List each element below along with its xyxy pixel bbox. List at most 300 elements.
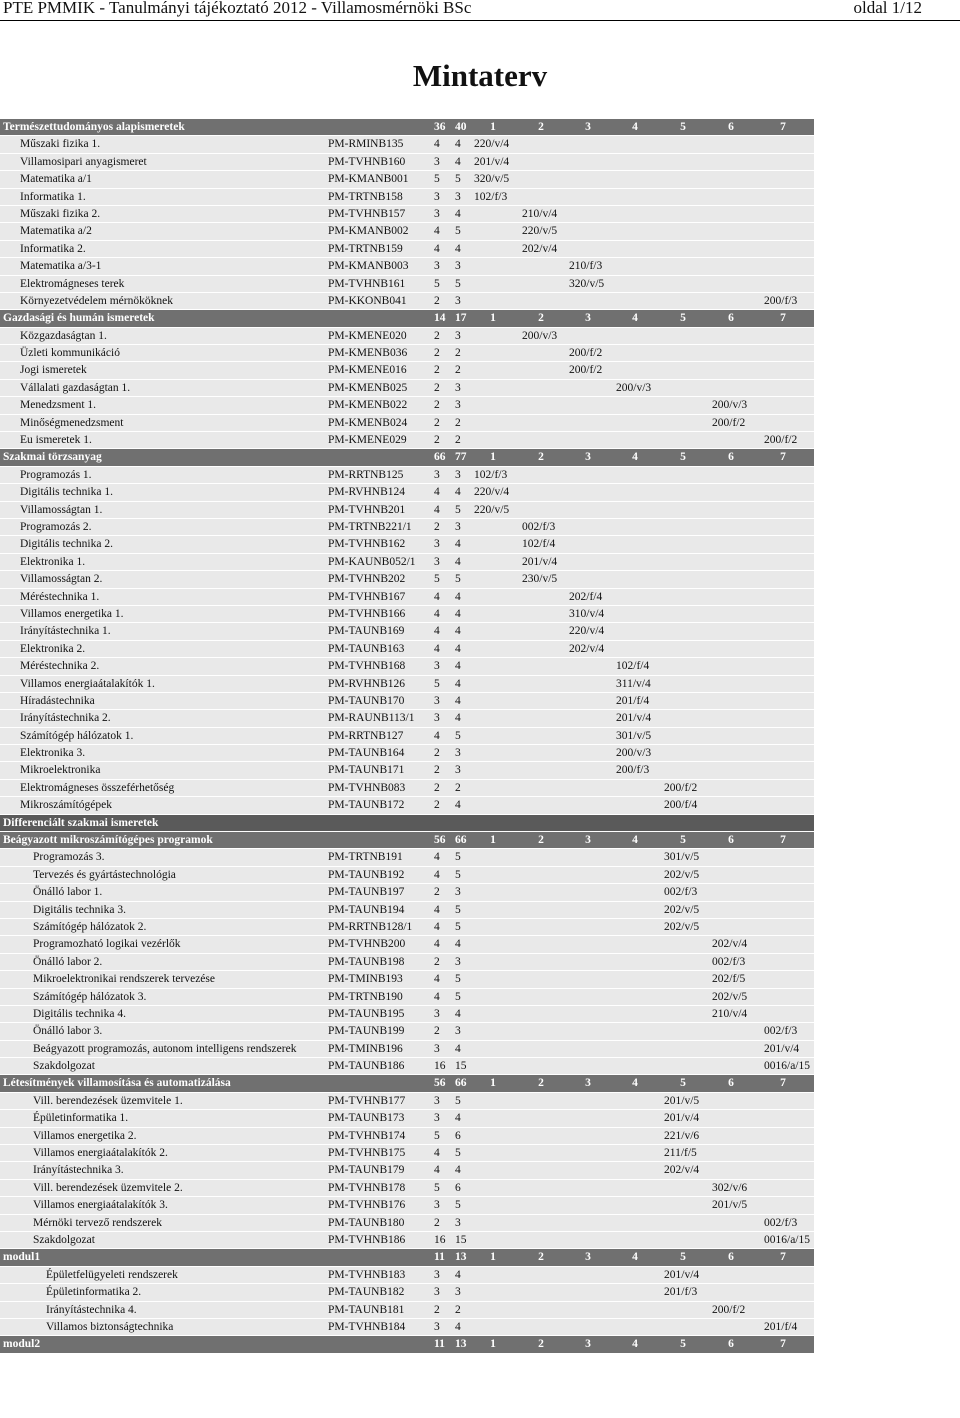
course-credits: 3 <box>434 468 440 481</box>
semester-value: 102/f/3 <box>474 468 508 481</box>
course-name: Vállalati gazdaságtan 1. <box>20 381 131 394</box>
course-hours: 5 <box>455 990 461 1003</box>
course-hours: 2 <box>455 781 461 794</box>
course-code: PM-TAUNB172 <box>328 799 405 812</box>
section-title: Beágyazott mikroszámítógépes programok <box>3 834 213 847</box>
course-name: Épületinformatika 2. <box>46 1286 142 1299</box>
course-hours: 5 <box>455 1147 461 1160</box>
semester-value: 302/v/6 <box>712 1181 748 1194</box>
course-hours: 4 <box>455 555 461 568</box>
course-credits: 4 <box>434 868 440 881</box>
course-credits: 3 <box>434 538 440 551</box>
semester-value: 200/f/2 <box>664 781 698 794</box>
course-hours: 4 <box>455 1007 461 1020</box>
semester-value: 102/f/4 <box>616 660 650 673</box>
course-row <box>0 276 814 293</box>
course-hours: 5 <box>455 1199 461 1212</box>
semester-value: 002/f/3 <box>712 955 746 968</box>
course-row <box>0 415 814 432</box>
semester-header: 7 <box>780 834 786 847</box>
course-name: Önálló labor 2. <box>33 955 103 968</box>
course-credits: 3 <box>434 694 440 707</box>
semester-header: 7 <box>780 1077 786 1090</box>
semester-value: 220/v/5 <box>474 503 510 516</box>
semester-header: 5 <box>680 121 686 133</box>
semester-header: 6 <box>728 451 734 464</box>
course-code: PM-TAUNB173 <box>328 1112 405 1125</box>
course-code: PM-TAUNB171 <box>328 764 405 777</box>
course-row <box>0 936 814 953</box>
course-code: PM-TAUNB199 <box>328 1025 405 1038</box>
course-code: PM-TVHNB166 <box>328 607 406 620</box>
course-hours: 5 <box>455 1094 461 1107</box>
course-name: Villamosságtan 2. <box>20 573 103 586</box>
semester-header: 2 <box>538 1338 544 1351</box>
course-code: PM-TVHNB176 <box>328 1199 406 1212</box>
semester-value: 220/v/5 <box>522 225 558 238</box>
section-hours: 77 <box>455 451 467 464</box>
course-hours: 2 <box>455 434 461 447</box>
course-code: PM-TAUNB163 <box>328 642 405 655</box>
course-credits: 3 <box>434 712 440 725</box>
semester-value: 202/v/5 <box>664 903 700 916</box>
course-row <box>0 467 814 484</box>
course-hours: 3 <box>455 381 461 394</box>
course-name: Épületfelügyeleti rendszerek <box>46 1268 178 1281</box>
course-credits: 4 <box>434 242 440 255</box>
semester-value: 201/f/4 <box>616 694 650 707</box>
course-row <box>0 606 814 623</box>
page-header <box>0 0 960 20</box>
course-name: Méréstechnika 2. <box>20 660 100 673</box>
course-code: PM-KMANB001 <box>328 173 409 186</box>
course-name: Mikroszámítógépek <box>20 799 112 812</box>
course-credits: 2 <box>434 364 440 377</box>
course-row <box>0 1267 814 1284</box>
semester-header: 7 <box>780 1338 786 1351</box>
course-credits: 4 <box>434 625 440 638</box>
course-hours: 4 <box>455 607 461 620</box>
semester-header: 3 <box>585 1338 591 1351</box>
course-row <box>0 989 814 1006</box>
semester-value: 200/v/3 <box>616 381 652 394</box>
semester-value: 202/f/4 <box>569 590 603 603</box>
course-name: Eu ismeretek 1. <box>20 434 92 447</box>
course-hours: 4 <box>455 1164 461 1177</box>
course-code: PM-TRTNB158 <box>328 190 403 203</box>
course-credits: 5 <box>434 573 440 586</box>
course-hours: 5 <box>455 503 461 516</box>
section-title: modul1 <box>3 1251 41 1264</box>
course-credits: 3 <box>434 555 440 568</box>
course-code: PM-TAUNB197 <box>328 886 405 899</box>
course-row <box>0 797 814 814</box>
section-header <box>0 1249 814 1266</box>
course-row <box>0 623 814 640</box>
semester-value: 202/v/4 <box>569 642 605 655</box>
course-row <box>0 328 814 345</box>
course-hours: 3 <box>455 520 461 533</box>
section-title: Gazdasági és humán ismeretek <box>3 312 155 325</box>
course-row <box>0 258 814 275</box>
course-code: PM-KMENE016 <box>328 364 407 377</box>
course-hours: 4 <box>455 207 461 220</box>
course-credits: 2 <box>434 329 440 342</box>
course-credits: 5 <box>434 1129 440 1142</box>
course-code: PM-TVHNB178 <box>328 1181 406 1194</box>
semester-value: 310/v/4 <box>569 607 605 620</box>
course-row <box>0 362 814 379</box>
course-hours: 4 <box>455 1112 461 1125</box>
page-number: oldal 1/12 <box>853 0 922 17</box>
semester-value: 201/v/5 <box>712 1199 748 1212</box>
section-title: Létesítmények villamosítása és automatizálása <box>3 1077 231 1090</box>
semester-value: 201/v/5 <box>664 1094 700 1107</box>
section-hours: 13 <box>455 1251 467 1264</box>
course-credits: 2 <box>434 347 440 360</box>
course-hours: 4 <box>455 538 461 551</box>
course-row <box>0 1093 814 1110</box>
course-hours: 5 <box>455 920 461 933</box>
course-row <box>0 849 814 866</box>
course-hours: 3 <box>455 955 461 968</box>
course-hours: 2 <box>455 416 461 429</box>
course-hours: 5 <box>455 173 461 186</box>
course-credits: 4 <box>434 607 440 620</box>
course-row <box>0 206 814 223</box>
semester-header: 5 <box>680 312 686 325</box>
semester-value: 200/f/2 <box>712 1303 746 1316</box>
semester-header: 5 <box>680 451 686 464</box>
course-name: Méréstechnika 1. <box>20 590 100 603</box>
course-row <box>0 1197 814 1214</box>
course-name: Matematika a/3-1 <box>20 260 102 273</box>
course-code: PM-TMINB196 <box>328 1042 403 1055</box>
course-name: Tervezés és gyártástechnológia <box>33 868 176 881</box>
semester-header: 3 <box>585 1077 591 1090</box>
course-credits: 4 <box>434 1147 440 1160</box>
course-code: PM-RRTNB128/1 <box>328 920 413 933</box>
course-name: Vill. berendezések üzemvitele 1. <box>33 1094 183 1107</box>
semester-value: 200/f/2 <box>569 364 603 377</box>
semester-value: 201/f/3 <box>664 1286 698 1299</box>
course-hours: 5 <box>455 903 461 916</box>
section-credits: 36 <box>434 121 446 133</box>
section-header <box>0 449 814 466</box>
course-code: PM-RAUNB113/1 <box>328 712 415 725</box>
course-code: PM-TVHNB174 <box>328 1129 406 1142</box>
course-hours: 6 <box>455 1129 461 1142</box>
document-title: PTE PMMIK - Tanulmányi tájékoztató 2012 - Villamosmérnöki BSc <box>3 0 472 17</box>
semester-header: 3 <box>585 451 591 464</box>
course-hours: 3 <box>455 329 461 342</box>
course-credits: 2 <box>434 747 440 760</box>
course-name: Vill. berendezések üzemvitele 2. <box>33 1181 183 1194</box>
semester-value: 201/v/4 <box>664 1268 700 1281</box>
semester-header: 1 <box>490 312 496 325</box>
page-title: Mintaterv <box>412 58 548 93</box>
course-hours: 3 <box>455 294 461 307</box>
course-row <box>0 867 814 884</box>
header-rule <box>0 20 960 21</box>
course-hours: 2 <box>455 347 461 360</box>
semester-value: 202/v/5 <box>712 990 748 1003</box>
course-code: PM-KMENB022 <box>328 399 408 412</box>
course-code: PM-TRTNB190 <box>328 990 403 1003</box>
semester-value: 220/v/4 <box>569 625 605 638</box>
course-hours: 3 <box>455 1025 461 1038</box>
course-name: Villamos energetika 2. <box>33 1129 137 1142</box>
semester-value: 201/v/4 <box>764 1042 800 1055</box>
course-name: Minőségmenedzsment <box>20 416 124 429</box>
course-row <box>0 919 814 936</box>
course-row <box>0 536 814 553</box>
semester-value: 002/f/3 <box>664 886 698 899</box>
semester-value: 201/f/4 <box>764 1320 798 1333</box>
course-name: Programozás 1. <box>20 468 92 481</box>
course-row <box>0 380 814 397</box>
course-credits: 4 <box>434 973 440 986</box>
semester-value: 202/v/4 <box>522 242 558 255</box>
course-row <box>0 519 814 536</box>
course-hours: 3 <box>455 886 461 899</box>
course-name: Híradástechnika <box>20 694 95 707</box>
semester-header: 2 <box>538 451 544 464</box>
course-hours: 4 <box>455 1320 461 1333</box>
course-hours: 5 <box>455 225 461 238</box>
course-code: PM-RVHNB126 <box>328 677 406 690</box>
semester-header: 3 <box>585 834 591 847</box>
course-code: PM-TVHNB201 <box>328 503 406 516</box>
course-hours: 4 <box>455 677 461 690</box>
semester-value: 002/f/3 <box>522 520 556 533</box>
semester-header: 5 <box>680 1338 686 1351</box>
course-row <box>0 658 814 675</box>
course-credits: 4 <box>434 590 440 603</box>
course-code: PM-TMINB193 <box>328 973 403 986</box>
section-hours: 40 <box>455 121 467 133</box>
course-hours: 4 <box>455 625 461 638</box>
course-credits: 4 <box>434 1164 440 1177</box>
course-name: Informatika 1. <box>20 190 86 203</box>
semester-value: 200/f/3 <box>764 294 798 307</box>
course-code: PM-RMINB135 <box>328 138 404 151</box>
course-row <box>0 954 814 971</box>
course-name: Villamos energiaátalakítók 2. <box>33 1147 168 1160</box>
semester-value: 202/v/5 <box>664 920 700 933</box>
semester-header: 5 <box>680 1251 686 1264</box>
course-credits: 3 <box>434 1112 440 1125</box>
course-code: PM-KAUNB052/1 <box>328 555 416 568</box>
course-row <box>0 745 814 762</box>
course-hours: 4 <box>455 712 461 725</box>
course-code: PM-KMENB025 <box>328 381 408 394</box>
section-header <box>0 815 814 832</box>
course-credits: 3 <box>434 155 440 168</box>
course-name: Mikroelektronikai rendszerek tervezése <box>33 973 215 986</box>
course-credits: 4 <box>434 729 440 742</box>
semester-header: 4 <box>632 121 638 133</box>
semester-value: 220/v/4 <box>474 486 510 499</box>
course-code: PM-TVHNB184 <box>328 1320 406 1333</box>
course-credits: 2 <box>434 764 440 777</box>
section-title: modul2 <box>3 1338 41 1351</box>
course-code: PM-KMANB003 <box>328 260 409 273</box>
course-name: Programozás 2. <box>20 520 92 533</box>
course-row <box>0 1006 814 1023</box>
course-name: Villamos energiaátalakítók 1. <box>20 677 155 690</box>
course-row <box>0 1319 814 1336</box>
course-row <box>0 1145 814 1162</box>
course-code: PM-TAUNB179 <box>328 1164 405 1177</box>
course-name: Üzleti kommunikáció <box>20 347 120 360</box>
course-hours: 4 <box>455 1042 461 1055</box>
course-name: Programozás 3. <box>33 851 105 864</box>
semester-value: 0016/a/15 <box>764 1234 810 1246</box>
course-row <box>0 189 814 206</box>
semester-header: 7 <box>780 451 786 464</box>
course-hours: 3 <box>455 190 461 203</box>
course-name: Épületinformatika 1. <box>33 1112 129 1125</box>
course-credits: 2 <box>434 520 440 533</box>
course-credits: 3 <box>434 260 440 273</box>
semester-value: 210/v/4 <box>712 1007 748 1020</box>
semester-value: 002/f/3 <box>764 1025 798 1038</box>
semester-header: 7 <box>780 121 786 133</box>
semester-value: 320/v/5 <box>569 277 605 290</box>
course-code: PM-TVHNB177 <box>328 1094 406 1107</box>
course-row <box>0 884 814 901</box>
course-code: PM-TVHNB162 <box>328 538 406 551</box>
course-credits: 4 <box>434 990 440 1003</box>
course-hours: 3 <box>455 764 461 777</box>
course-row <box>0 641 814 658</box>
course-name: Elektronika 1. <box>20 555 86 568</box>
course-name: Digitális technika 3. <box>33 903 126 916</box>
course-name: Elektronika 3. <box>20 747 86 760</box>
course-credits: 16 <box>434 1234 446 1246</box>
course-hours: 2 <box>455 364 461 377</box>
semester-header: 6 <box>728 1251 734 1264</box>
section-credits: 14 <box>434 312 446 325</box>
course-hours: 3 <box>455 260 461 273</box>
course-credits: 2 <box>434 799 440 812</box>
course-credits: 16 <box>434 1060 446 1073</box>
semester-value: 220/v/4 <box>474 138 510 151</box>
course-hours: 15 <box>455 1234 467 1246</box>
course-code: PM-TVHNB186 <box>328 1234 406 1246</box>
section-hours: 66 <box>455 834 467 847</box>
semester-value: 320/v/5 <box>474 173 510 186</box>
course-hours: 4 <box>455 590 461 603</box>
section-title: Szakmai törzsanyag <box>3 451 102 464</box>
course-credits: 3 <box>434 1320 440 1333</box>
section-header <box>0 1075 814 1092</box>
semester-header: 6 <box>728 834 734 847</box>
course-hours: 15 <box>455 1060 467 1073</box>
course-hours: 3 <box>455 1286 461 1299</box>
semester-header: 6 <box>728 121 734 133</box>
course-credits: 5 <box>434 677 440 690</box>
course-credits: 3 <box>434 207 440 220</box>
course-hours: 3 <box>455 1216 461 1229</box>
course-row <box>0 293 814 310</box>
course-code: PM-TAUNB198 <box>328 955 405 968</box>
course-row <box>0 1023 814 1040</box>
semester-value: 200/f/2 <box>764 434 798 447</box>
course-credits: 4 <box>434 938 440 951</box>
course-hours: 5 <box>455 573 461 586</box>
course-row <box>0 1215 814 1232</box>
course-code: PM-TRTNB221/1 <box>328 520 412 533</box>
course-code: PM-TAUNB195 <box>328 1007 405 1020</box>
course-credits: 2 <box>434 955 440 968</box>
course-code: PM-TVHNB160 <box>328 155 406 168</box>
section-header <box>0 119 814 136</box>
section-header <box>0 310 814 327</box>
course-credits: 5 <box>434 173 440 186</box>
semester-header: 3 <box>585 121 591 133</box>
semester-value: 201/v/4 <box>616 712 652 725</box>
semester-header: 1 <box>490 834 496 847</box>
course-hours: 4 <box>455 694 461 707</box>
course-credits: 2 <box>434 1303 440 1316</box>
semester-value: 200/f/2 <box>712 416 746 429</box>
course-hours: 3 <box>455 747 461 760</box>
course-name: Mérnöki tervező rendszerek <box>33 1216 162 1229</box>
course-row <box>0 345 814 362</box>
course-code: PM-TRTNB159 <box>328 242 403 255</box>
course-name: Elektromágneses összeférhetőség <box>20 781 175 794</box>
section-title: Differenciált szakmai ismeretek <box>3 816 159 829</box>
course-name: Közgazdaságtan 1. <box>20 329 107 342</box>
semester-value: 0016/a/15 <box>764 1060 810 1073</box>
course-name: Műszaki fizika 1. <box>20 138 101 151</box>
course-hours: 5 <box>455 851 461 864</box>
course-credits: 4 <box>434 225 440 238</box>
semester-value: 202/f/5 <box>712 973 746 986</box>
course-code: PM-TAUNB180 <box>328 1216 405 1229</box>
course-credits: 3 <box>434 1199 440 1212</box>
course-credits: 3 <box>434 1042 440 1055</box>
course-name: Beágyazott programozás, autonom intelligens rendszerek <box>33 1042 297 1055</box>
semester-header: 4 <box>632 312 638 325</box>
course-hours: 5 <box>455 729 461 742</box>
course-row <box>0 1180 814 1197</box>
course-code: PM-RVHNB124 <box>328 486 406 499</box>
course-code: PM-TVHNB161 <box>328 277 406 290</box>
course-name: Szakdolgozat <box>33 1234 95 1246</box>
course-row <box>0 1110 814 1127</box>
course-credits: 3 <box>434 1007 440 1020</box>
section-hours: 13 <box>455 1338 467 1351</box>
course-row <box>0 154 814 171</box>
course-row <box>0 1041 814 1058</box>
course-credits: 2 <box>434 416 440 429</box>
course-credits: 4 <box>434 486 440 499</box>
course-row <box>0 1058 814 1075</box>
semester-header: 6 <box>728 1338 734 1351</box>
course-code: PM-TVHNB083 <box>328 781 406 794</box>
course-credits: 4 <box>434 903 440 916</box>
course-code: PM-TAUNB192 <box>328 868 405 881</box>
semester-header: 5 <box>680 834 686 847</box>
course-code: PM-KKONB041 <box>328 294 407 307</box>
course-name: Számítógép hálózatok 1. <box>20 729 134 742</box>
section-credits: 11 <box>434 1251 445 1264</box>
course-name: Informatika 2. <box>20 242 86 255</box>
semester-value: 200/f/4 <box>664 799 698 812</box>
